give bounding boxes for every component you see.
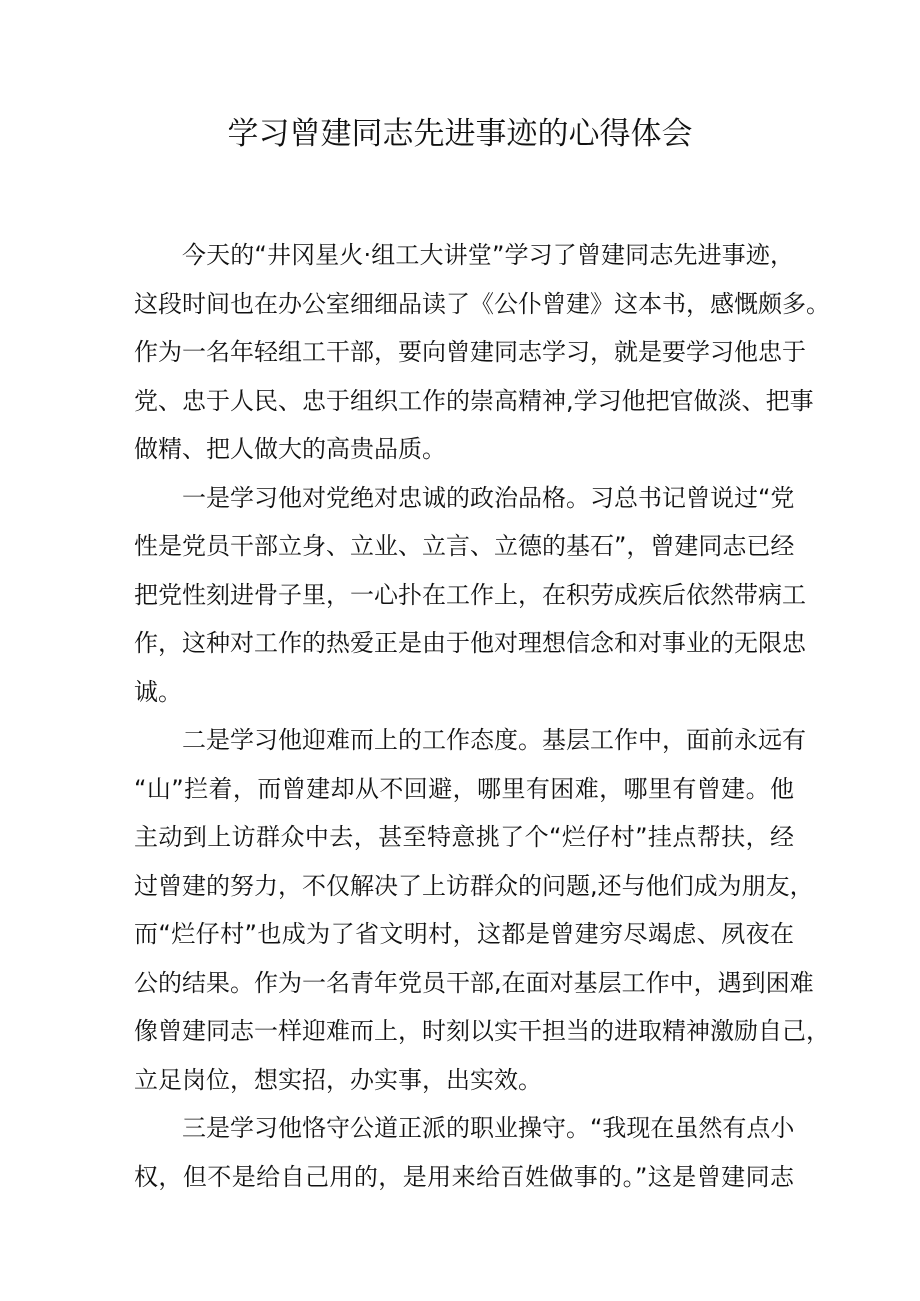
- text-line: 过曾建的努力，不仅解决了上访群众的问题,还与他们成为朋友，: [134, 871, 814, 900]
- paragraph-2: [134, 474, 806, 717]
- text-line: 这段时间也在办公室细细品读了《公仆曾建》这本书，感慨颇多。: [134, 289, 830, 318]
- text-line: 公的结果。作为一名青年党员干部,在面对基层工作中，遇到困难: [134, 968, 814, 997]
- text-line: 把党性刻进骨子里，一心扑在工作上，在积劳成疾后依然带病工: [134, 580, 806, 609]
- text-line: 今天的“井冈星火·组工大讲堂”学习了曾建同志先进事迹，: [182, 241, 794, 269]
- text-line: 三是学习他恪守公道正派的职业操守。“我现在虽然有点小: [182, 1114, 795, 1142]
- text-line: “山”拦着，而曾建却从不回避，哪里有困难，哪里有曾建。他: [134, 774, 794, 803]
- text-line: 而“烂仔村”也成为了省文明村，这都是曾建穷尽竭虑、夙夜在: [134, 920, 794, 948]
- text-line: 二是学习他迎难而上的工作态度。基层工作中，面前永远有: [182, 726, 806, 754]
- text-line: 像曾建同志一样迎难而上，时刻以实干担当的进取精神激励自己，: [134, 1017, 830, 1045]
- text-line: 性是党员干部立身、立业、立言、立德的基石”，曾建同志已经: [134, 532, 795, 560]
- text-line: 作，这种对工作的热爱正是由于他对理想信念和对事业的无限忠: [134, 629, 806, 657]
- text-line: 诚。: [134, 677, 182, 706]
- document-title: 学习曾建同志先进事迹的心得体会: [227, 116, 693, 152]
- text-line: 立足岗位，想实招，办实事，出实效。: [134, 1065, 542, 1094]
- text-line: 党、忠于人民、忠于组织工作的崇高精神,学习他把官做淡、把事: [134, 386, 814, 415]
- text-line: 权，但不是给自己用的，是用来给百姓做事的。”这是曾建同志: [134, 1162, 794, 1191]
- text-line: 一是学习他对党绝对忠诚的政治品格。习总书记曾说过“党: [182, 483, 795, 512]
- document-body: [134, 231, 830, 1201]
- paragraph-4: [134, 1104, 794, 1201]
- paragraph-3: [134, 716, 830, 1104]
- text-line: 主动到上访群众中去，甚至特意挑了个“烂仔村”挂点帮扶，经: [134, 823, 794, 851]
- text-line: 做精、把人做大的高贵品质。: [134, 435, 446, 463]
- text-line: 作为一名年轻组工干部，要向曾建同志学习，就是要学习他忠于: [134, 338, 806, 366]
- paragraph-1: [134, 231, 830, 474]
